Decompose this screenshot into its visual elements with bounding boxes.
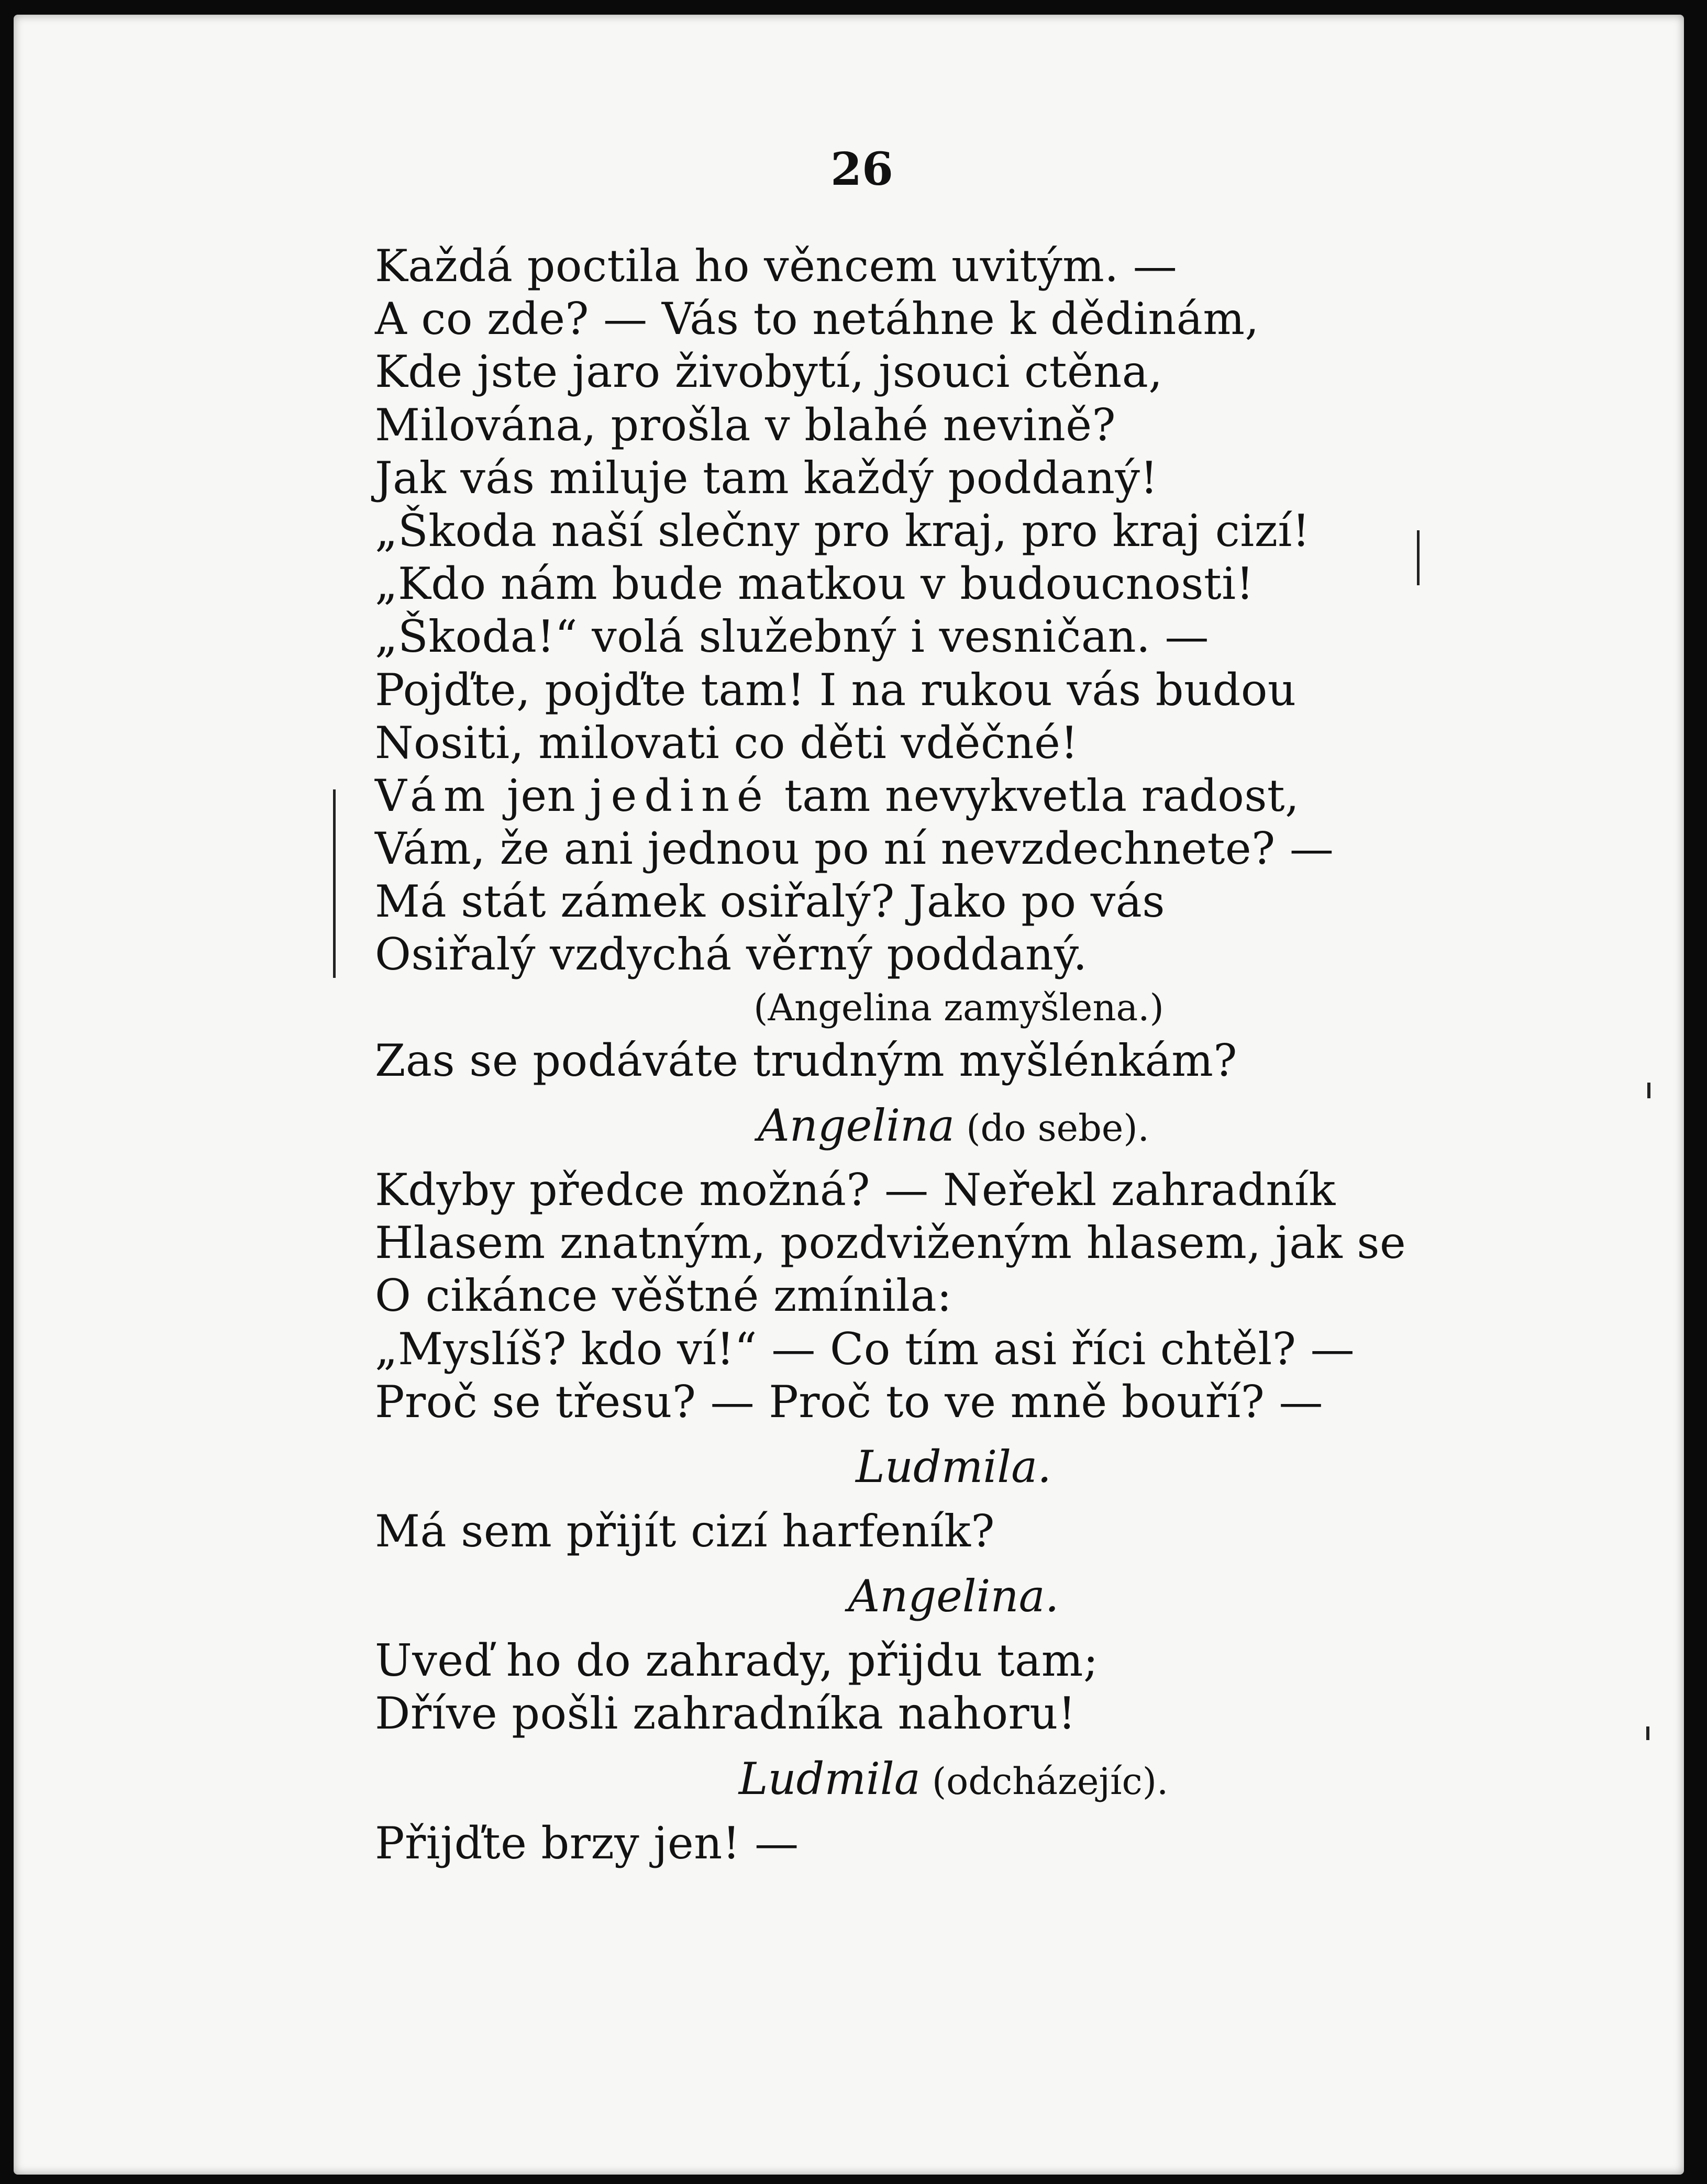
speaker-heading: [375, 1558, 1495, 1634]
speaker-heading: [375, 1741, 1495, 1817]
speaker-heading: [375, 1429, 1495, 1505]
verse-line: Milována, prošla v blahé nevině?: [375, 399, 1116, 451]
margin-mark-left: [333, 789, 336, 978]
book-page: [14, 15, 1684, 2175]
verse-line-emphasis: [375, 770, 1495, 822]
verse-line: A co zde? — Vás to netáhne k dědinám,: [375, 293, 1259, 345]
verse-fragment: tam nevykvetla radost,: [770, 770, 1300, 821]
verse-line: Jak vás miluje tam každý poddaný!: [375, 452, 1158, 504]
speaker-name: Angelina: [758, 1100, 955, 1151]
speaker-note: (do sebe).: [966, 1107, 1149, 1150]
verse-line: Pojďte, pojďte tam! I na rukou vás budou: [375, 664, 1296, 716]
verse-line: Uveď ho do zahrady, přijdu tam;: [375, 1635, 1099, 1687]
spaced-word: Vám: [375, 770, 493, 821]
verse-line: Proč se třesu? — Proč to ve mně bouří? —: [375, 1376, 1324, 1428]
verse-line: Dříve pošli zahradníka nahoru!: [375, 1688, 1077, 1740]
verse-line: Má sem přijít cizí harfeník?: [375, 1505, 995, 1557]
verse-line: Osiřalý vzdychá věrný poddaný.: [375, 929, 1088, 980]
verse-line: Vám, že ani jednou po ní nevzdechnete? —: [375, 823, 1334, 875]
verse-line: Kde jste jaro živobytí, jsouci ctěna,: [375, 346, 1163, 398]
verse-line: Přijďte brzy jen! —: [375, 1817, 799, 1869]
edge-mark-right: [1647, 1083, 1650, 1098]
verse-line: Hlasem znatným, pozdviženým hlasem, jak se: [375, 1217, 1406, 1269]
verse-line: „Myslíš? kdo ví!“ — Co tím asi říci chtěl? —: [375, 1323, 1355, 1375]
speaker-note: (odcházejíc).: [932, 1759, 1169, 1803]
verse-fragment: jen: [492, 770, 590, 821]
verse-line: „Škoda!“ volá služebný i vesničan. —: [375, 611, 1209, 663]
verse-line: Nositi, milovati co děti vděčné!: [375, 717, 1079, 768]
text-block: [375, 240, 1495, 1870]
stage-direction: (Angelina zamyšlena.): [753, 986, 1164, 1029]
page-number: 26: [830, 143, 893, 196]
margin-mark-right: [1417, 530, 1420, 585]
speaker-name: Ludmila.: [856, 1441, 1051, 1492]
verse-line: „Kdo nám bude matkou v budoucnosti!: [375, 558, 1254, 610]
verse-line: Má stát zámek osiřalý? Jako po vás: [375, 876, 1165, 928]
verse-line: Každá poctila ho věncem uvitým. —: [375, 240, 1178, 292]
edge-mark-right: [1646, 1726, 1649, 1740]
speaker-heading: [375, 1087, 1495, 1164]
verse-line: O cikánce věštné zmínila:: [375, 1270, 952, 1322]
verse-line: „Škoda naší slečny pro kraj, pro kraj cizí!: [375, 505, 1311, 556]
speaker-name: Ludmila: [738, 1753, 921, 1804]
speaker-name: Angelina.: [848, 1570, 1059, 1622]
spaced-word: jediné: [590, 770, 770, 821]
verse-line: Zas se podáváte trudným myšlénkám?: [375, 1034, 1237, 1086]
verse-line: Kdyby předce možná? — Neřekl zahradník: [375, 1164, 1336, 1216]
